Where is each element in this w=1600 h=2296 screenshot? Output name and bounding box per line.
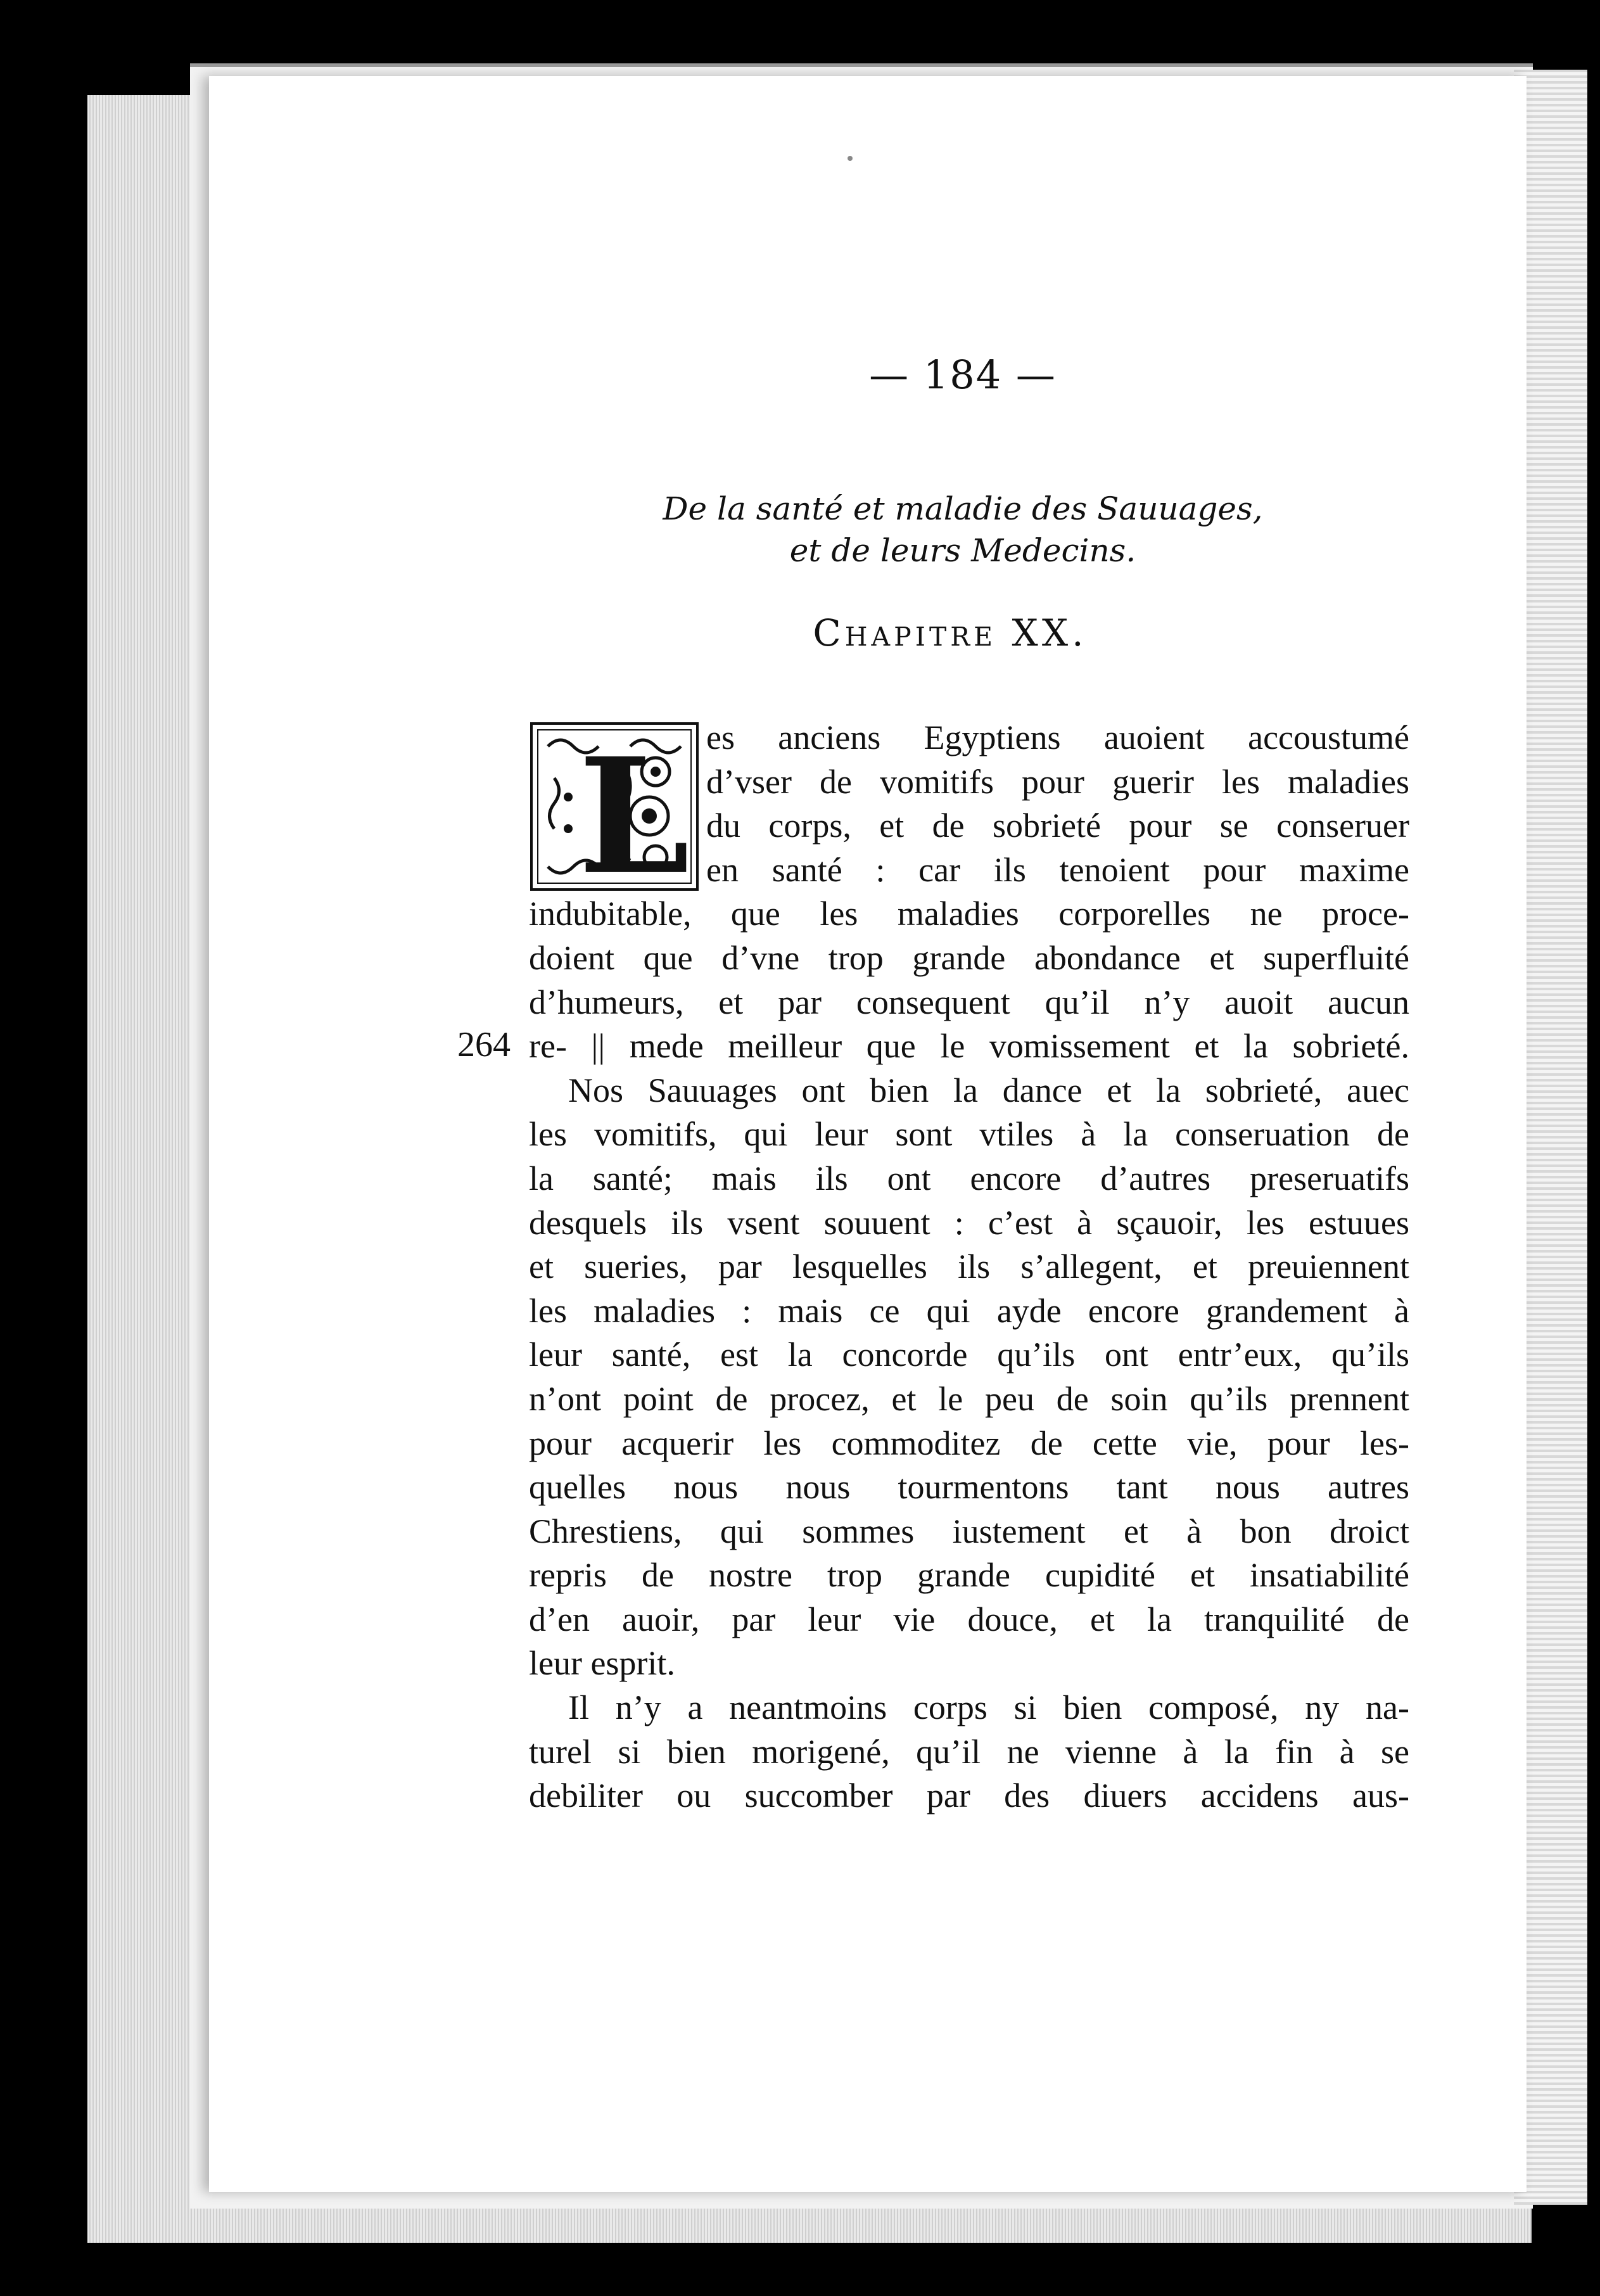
page-number: — 184 — <box>869 352 1057 398</box>
text-line: repris de nostre trop grande cupidité et insatiabilité <box>529 1556 1409 1595</box>
text-line: leur esprit. <box>529 1644 675 1683</box>
drop-cap-letter: L <box>578 723 690 892</box>
text-line: la santé; mais ils ont encore d’autres preseruatifs <box>529 1159 1409 1197</box>
text-line: indubitable, que les maladies corporelles ne proce- <box>529 895 1409 933</box>
text-line: d’vser de vomitifs pour guerir les maladies <box>706 762 1409 801</box>
text-line: d’humeurs, et par consequent qu’il n’y auoit aucun <box>529 983 1409 1021</box>
text-line: debiliter ou succomber par des diuers accidens aus- <box>529 1776 1409 1815</box>
chapter-title: Chapitre XX. <box>813 611 1088 654</box>
text-line: du corps, et de sobrieté pour se conseruer <box>706 807 1409 845</box>
text-line: les vomitifs, qui leur sont vtiles à la conseruation de <box>529 1115 1409 1154</box>
text-line: quelles nous nous tourmentons tant nous autres <box>529 1468 1409 1507</box>
text-line: et sueries, par lesquelles ils s’allegent, et preuiennent <box>529 1247 1409 1286</box>
heading-line-2: et de leurs Medecins. <box>789 532 1136 569</box>
text-line: pour acquerir les commoditez de cette vie, pour les- <box>529 1424 1409 1462</box>
text-line: Nos Sauuages ont bien la dance et la sobrieté, auec <box>568 1071 1409 1109</box>
text-line: es anciens Egyptiens auoient accoustumé <box>706 718 1409 756</box>
chapter-heading <box>633 488 1292 571</box>
text-line: en santé : car ils tenoient pour maxime <box>706 850 1409 889</box>
text-line: Il n’y a neantmoins corps si bien composé, ny na- <box>568 1688 1409 1727</box>
text-line: leur santé, est la concorde qu’ils ont entr’eux, qu’ils <box>529 1336 1409 1374</box>
text-line: turel si bien morigené, qu’il ne vienne à la fin à se <box>529 1732 1409 1771</box>
paper-speck <box>848 156 853 161</box>
text-line: re- || mede meilleur que le vomissement et la sobrieté. <box>529 1027 1409 1066</box>
text-line: d’en auoir, par leur vie douce, et la tranquilité de <box>529 1600 1409 1638</box>
text-line: les maladies : mais ce qui ayde encore grandement à <box>529 1291 1409 1330</box>
text-line: desquels ils vsent souuent : c’est à sçauoir, les estuues <box>529 1203 1409 1242</box>
text-line: doient que d’vne trop grande abondance et superfluité <box>529 938 1409 977</box>
heading-line-1: De la santé et maladie des Sauuages, <box>663 490 1263 527</box>
margin-page-reference: 264 <box>457 1025 511 1064</box>
body-text <box>529 716 1409 1818</box>
text-line: Chrestiens, qui sommes iustement et à bon droict <box>529 1512 1409 1550</box>
text-line: n’ont point de procez, et le peu de soin qu’ils prennent <box>529 1379 1409 1418</box>
